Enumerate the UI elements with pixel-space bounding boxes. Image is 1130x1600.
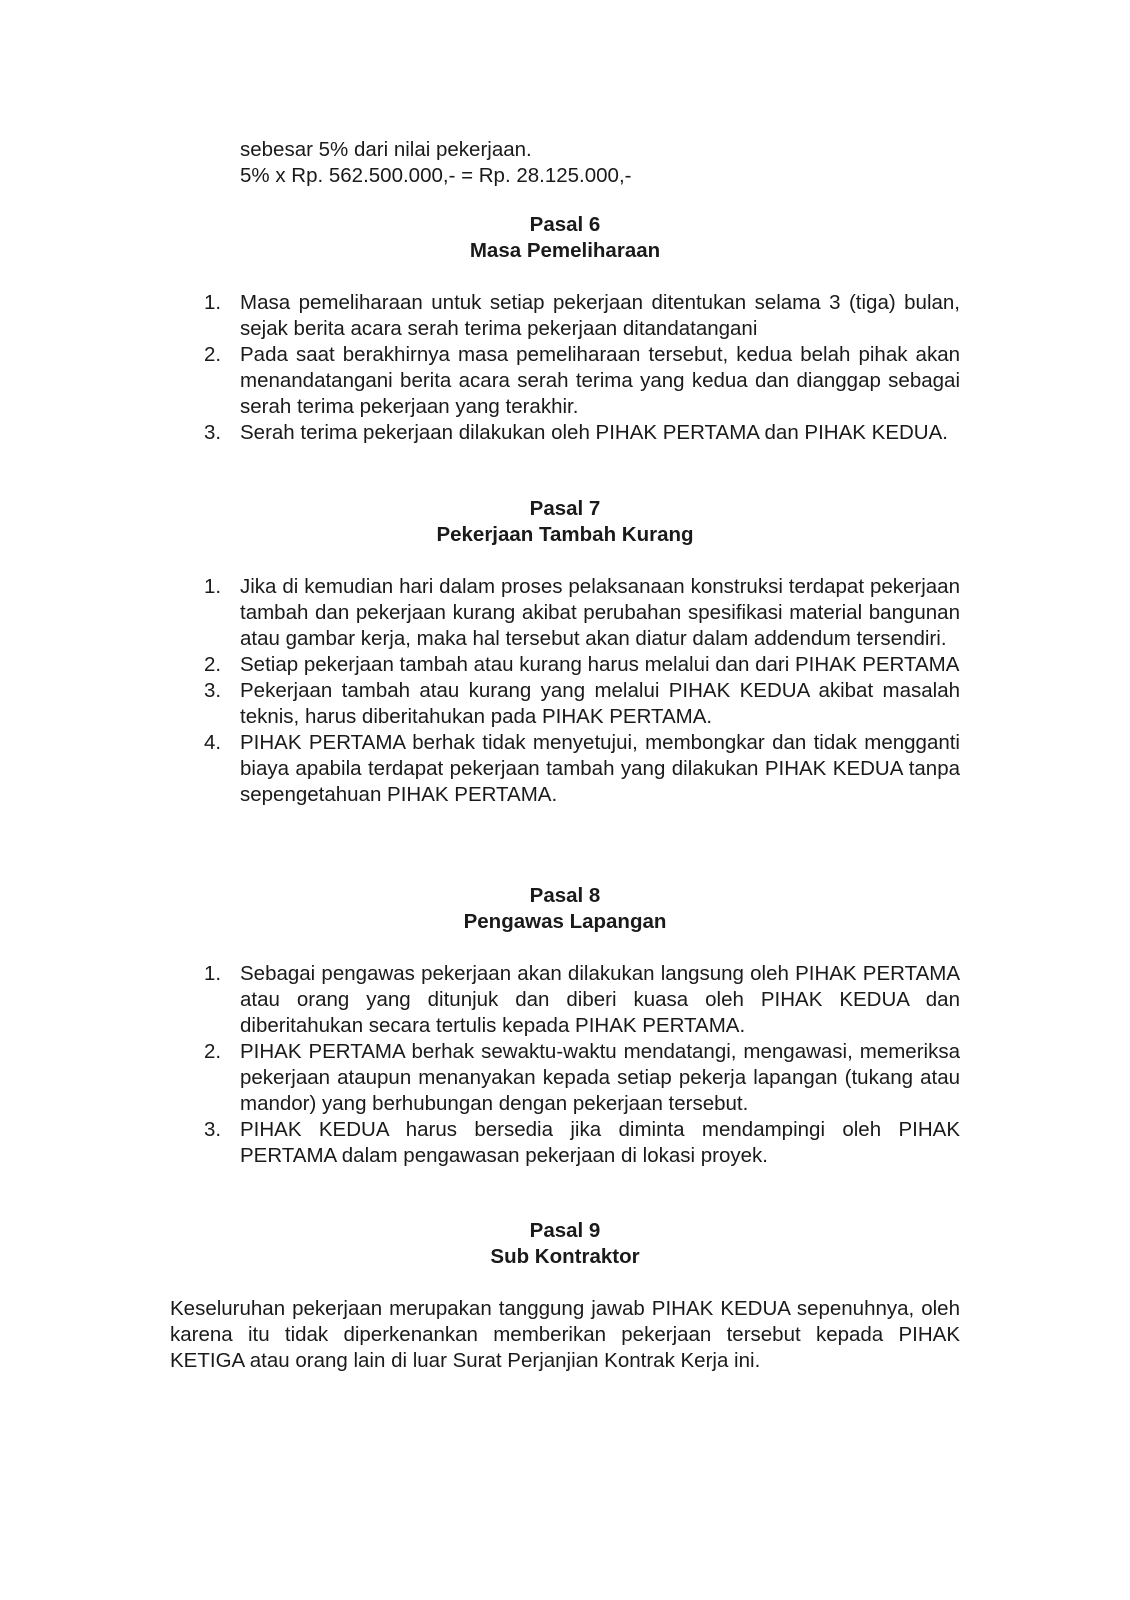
list-item-number: 3. (204, 1118, 222, 1141)
list-item-text: Setiap pekerjaan tambah atau kurang harus melalui dan dari PIHAK PERTAMA (240, 653, 960, 676)
pasal-8-number: Pasal 8 (529, 884, 601, 907)
pasal-7-title: Pekerjaan Tambah Kurang (436, 523, 694, 546)
list-item-text: PIHAK KEDUA harus bersedia jika diminta mendampingi oleh PIHAK PERTAMA dalam pengawasan pekerjaan di lokasi proyek. (240, 1118, 960, 1167)
pasal-9-title: Sub Kontraktor (490, 1245, 640, 1268)
section-pasal-9 (170, 1218, 960, 1374)
list-item-number: 2. (204, 343, 222, 366)
pasal-9-paragraph: Keseluruhan pekerjaan merupakan tanggung jawab PIHAK KEDUA sepenuhnya, oleh karena itu tidak diperkenankan memberikan pekerjaan tersebut kepada PIHAK KETIGA atau orang lain di luar Surat Perjanjian Kontrak Kerja ini. (170, 1297, 960, 1372)
list-item-number: 4. (204, 731, 222, 754)
list-item (170, 574, 960, 652)
list-item-text: Pada saat berakhirnya masa pemeliharaan tersebut, kedua belah pihak akan menandatangani berita acara serah terima yang kedua dan dianggap sebagai serah terima pekerjaan yang terakhir. (240, 343, 960, 418)
pasal-6-list (170, 290, 960, 446)
intro-line-1: sebesar 5% dari nilai pekerjaan. (240, 138, 532, 161)
pasal-6-title: Masa Pemeliharaan (469, 239, 661, 262)
section-pasal-6 (170, 212, 960, 446)
pasal-9-number: Pasal 9 (529, 1219, 601, 1242)
intro-block (240, 137, 631, 189)
pasal-6-number: Pasal 6 (529, 213, 601, 236)
list-item (170, 652, 960, 678)
list-item (170, 1117, 960, 1169)
list-item (170, 961, 960, 1039)
list-item-text: Pekerjaan tambah atau kurang yang melalui PIHAK KEDUA akibat masalah teknis, harus diberitahukan pada PIHAK PERTAMA. (240, 679, 960, 728)
list-item (170, 420, 960, 446)
list-item-number: 2. (204, 653, 222, 676)
pasal-7-number: Pasal 7 (529, 497, 601, 520)
list-item-text: Sebagai pengawas pekerjaan akan dilakukan langsung oleh PIHAK PERTAMA atau orang yang ditunjuk dan diberi kuasa oleh PIHAK KEDUA dan diberitahukan secara tertulis kepada PIHAK PERTAMA. (240, 962, 960, 1037)
pasal-8-title: Pengawas Lapangan (463, 910, 667, 933)
list-item-text: Masa pemeliharaan untuk setiap pekerjaan ditentukan selama 3 (tiga) bulan, sejak berita acara serah terima pekerjaan ditandatangani (240, 291, 960, 340)
list-item-number: 1. (204, 962, 222, 985)
list-item-text: Jika di kemudian hari dalam proses pelaksanaan konstruksi terdapat pekerjaan tambah dan pekerjaan kurang akibat perubahan spesifikasi material bangunan atau gambar kerja, maka hal tersebut akan diatur dalam addendum tersendiri. (240, 575, 960, 650)
list-item (170, 730, 960, 808)
list-item-number: 2. (204, 1040, 222, 1063)
list-item (170, 342, 960, 420)
list-item-text: Serah terima pekerjaan dilakukan oleh PIHAK PERTAMA dan PIHAK KEDUA. (240, 421, 948, 444)
section-pasal-8 (170, 883, 960, 1169)
list-item-text: PIHAK PERTAMA berhak sewaktu-waktu mendatangi, mengawasi, memeriksa pekerjaan ataupun menanyakan kepada setiap pekerja lapangan (tukang atau mandor) yang berhubungan dengan pekerjaan tersebut. (240, 1040, 960, 1115)
list-item-number: 3. (204, 421, 222, 444)
list-item-number: 1. (204, 575, 222, 598)
list-item (170, 290, 960, 342)
intro-line-2: 5% x Rp. 562.500.000,- = Rp. 28.125.000,- (240, 164, 632, 187)
list-item-number: 3. (204, 679, 222, 702)
pasal-7-list (170, 574, 960, 808)
list-item-text: PIHAK PERTAMA berhak tidak menyetujui, membongkar dan tidak mengganti biaya apabila terdapat pekerjaan tambah yang dilakukan PIHAK KEDUA tanpa sepengetahuan PIHAK PERTAMA. (240, 731, 960, 806)
list-item (170, 1039, 960, 1117)
pasal-8-list (170, 961, 960, 1169)
list-item (170, 678, 960, 730)
list-item-number: 1. (204, 291, 222, 314)
section-pasal-7 (170, 496, 960, 808)
